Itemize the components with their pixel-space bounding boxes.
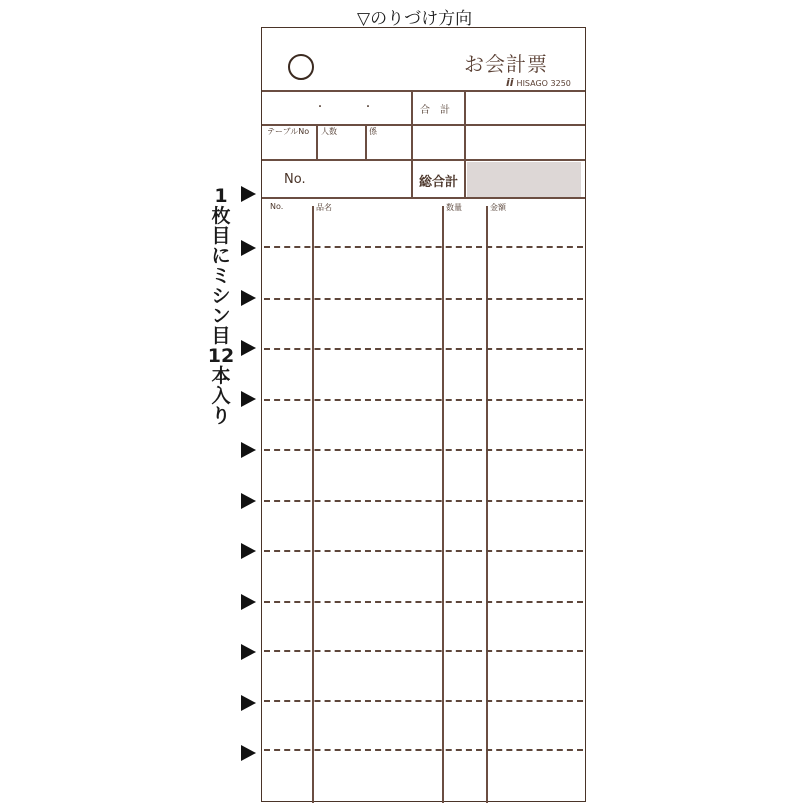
column-divider (442, 206, 444, 803)
divider (262, 159, 585, 161)
staff-label: 係 (369, 127, 377, 136)
perforation-char: 入 (211, 385, 231, 407)
perforation-char: 目 (211, 225, 231, 247)
perforation-arrow-icon (241, 493, 256, 509)
table-number-label: テーブルNo (267, 127, 310, 136)
perforation-line (264, 449, 583, 451)
perforation-char: 1 (214, 185, 228, 207)
column-header-number: No. (270, 202, 284, 211)
perforation-arrow-icon (241, 391, 256, 407)
divider (262, 197, 585, 199)
glue-direction-note: ▽のりづけ方向 (357, 9, 473, 29)
perforation-char: に (211, 245, 231, 267)
perforation-char: ミ (211, 265, 231, 287)
perforation-char: 枚 (211, 205, 231, 227)
column-header-item: 品名 (316, 203, 332, 212)
divider (365, 124, 367, 159)
bill-slip (261, 27, 586, 802)
perforation-char: 目 (211, 325, 231, 347)
perforation-arrow-icon (241, 290, 256, 306)
perforation-arrow-icon (241, 442, 256, 458)
perforation-arrow-icon (241, 644, 256, 660)
perforation-line (264, 348, 583, 350)
perforation-line (264, 298, 583, 300)
perforation-line (264, 601, 583, 603)
perforation-line (264, 246, 583, 248)
perforation-char: 12 (207, 345, 235, 367)
column-header-amount: 金額 (490, 203, 506, 212)
divider (316, 124, 318, 159)
date-separator: ・ (315, 102, 325, 113)
perforation-arrow-icon (241, 695, 256, 711)
brand-name: HISAGO (516, 79, 548, 88)
perforation-line (264, 500, 583, 502)
column-header-quantity: 数量 (446, 203, 462, 212)
divider (262, 90, 585, 92)
perforation-arrow-icon (241, 594, 256, 610)
perforation-line (264, 399, 583, 401)
perforation-char: 本 (211, 365, 231, 387)
perforation-note (206, 186, 236, 426)
punch-hole (288, 54, 314, 80)
slip-title: お会計票 (464, 52, 548, 76)
column-divider (312, 206, 314, 803)
perforation-char: ン (211, 305, 231, 327)
perforation-arrow-icon (241, 543, 256, 559)
perforation-arrow-icon (241, 186, 256, 202)
date-separator: ・ (363, 102, 373, 113)
slip-number-label: No. (284, 172, 306, 187)
divider (411, 90, 413, 197)
people-count-label: 人数 (321, 127, 337, 136)
model-number: 3250 (550, 79, 571, 88)
column-divider (486, 206, 488, 803)
perforation-char: り (211, 405, 231, 427)
brand-logo: ii HISAGO 3250 (506, 76, 571, 89)
perforation-arrow-icon (241, 340, 256, 356)
divider (262, 124, 585, 126)
total-label: 合 計 (420, 105, 450, 116)
grand-total-field (467, 162, 581, 197)
perforation-arrow-icon (241, 745, 256, 761)
perforation-line (264, 700, 583, 702)
perforation-line (264, 749, 583, 751)
grand-total-label: 総合計 (419, 175, 459, 190)
divider (464, 90, 466, 197)
perforation-line (264, 650, 583, 652)
perforation-line (264, 550, 583, 552)
perforation-arrow-icon (241, 240, 256, 256)
perforation-char: シ (211, 285, 231, 307)
